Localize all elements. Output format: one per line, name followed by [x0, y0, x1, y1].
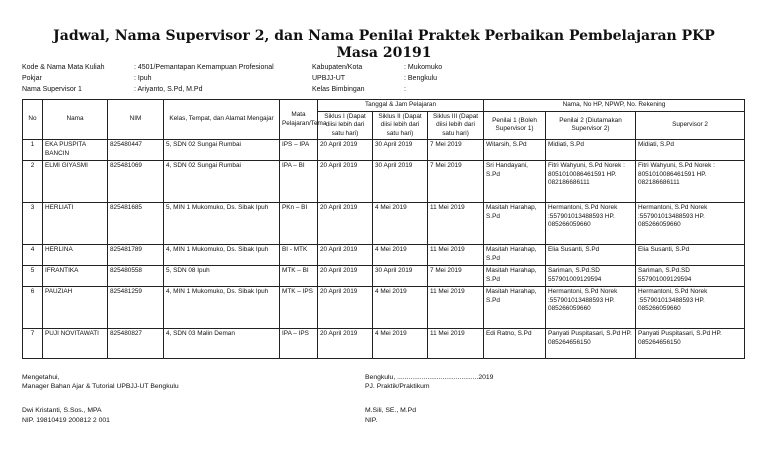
meta-left-label-supervisor1: Nama Supervisor 1	[22, 86, 82, 93]
cell-supervisor2: Elia Susanti, S.Pd	[636, 245, 745, 266]
cell-kelas: 4, SDN 03 Malin Deman	[164, 329, 280, 359]
cell-mapel: IPA – IPS	[280, 329, 318, 359]
cell-mapel: MTK – IPS	[280, 287, 318, 329]
cell-siklus2: 4 Mei 2019	[373, 329, 428, 359]
cell-nama: IFRANTIKA	[43, 266, 108, 287]
footer-left-name: Dwi Kristanti, S.Sos., MPA	[22, 407, 102, 414]
cell-nim: 825481789	[108, 245, 164, 266]
cell-nama: HERLIATI	[43, 203, 108, 245]
meta-left-value-pokjar: : Ipuh	[134, 75, 152, 82]
cell-mapel: BI - MTK	[280, 245, 318, 266]
cell-nama: ELMI GIYASMI	[43, 161, 108, 203]
meta-right-value-upbjj: : Bengkulu	[404, 75, 438, 82]
cell-supervisor2: Midiati, S.Pd	[636, 140, 745, 161]
cell-penilai1: Masitah Harahap, S.Pd	[484, 287, 546, 329]
header-siklus2: Siklus II (Dapat diisi lebih dari satu hari)	[373, 111, 428, 140]
meta-left-value-course: : 4501/Pemantapan Kemampuan Profesional	[134, 64, 274, 71]
cell-no: 3	[23, 203, 43, 245]
cell-siklus1: 20 April 2019	[318, 245, 373, 266]
cell-siklus1: 20 April 2019	[318, 203, 373, 245]
cell-penilai2: Hermantoni, S.Pd Norek :557901013488593 HP. 085266059660	[546, 287, 636, 329]
cell-siklus1: 20 April 2019	[318, 161, 373, 203]
cell-nim: 825480447	[108, 140, 164, 161]
cell-penilai1: Masitah Harahap, S.Pd	[484, 245, 546, 266]
cell-siklus2: 30 April 2019	[373, 161, 428, 203]
cell-nama: EKA PUSPITA BANCIN	[43, 140, 108, 161]
cell-kelas: 5, SDN 08 Ipuh	[164, 266, 280, 287]
cell-siklus3: 11 Mei 2019	[428, 203, 484, 245]
cell-no: 5	[23, 266, 43, 287]
meta-left-label-pokjar: Pokjar	[22, 75, 42, 82]
footer-left-mengetahui: Mengetahui,	[22, 374, 60, 381]
cell-penilai2: Panyati Puspitasari, S.Pd HP. 085264656150	[546, 329, 636, 359]
schedule-table	[22, 99, 745, 359]
meta-right-label-kelas: Kelas Bimbingan	[312, 86, 365, 93]
cell-siklus2: 4 Mei 2019	[373, 203, 428, 245]
document-title-line2: Masa 20191	[336, 45, 432, 61]
cell-supervisor2: Fitri Wahyuni, S.Pd Norek : 8051010086461591 HP. 082186686111	[636, 161, 745, 203]
footer-left-position: Manager Bahan Ajar & Tutorial UPBJJ-UT Bengkulu	[22, 383, 179, 390]
cell-mapel: IPS – IPA	[280, 140, 318, 161]
cell-penilai2: Hermantoni, S.Pd Norek :557901013488593 HP. 085266059660	[546, 203, 636, 245]
cell-supervisor2: Panyati Puspitasari, S.Pd HP. 085264656150	[636, 329, 745, 359]
cell-penilai2: Elia Susanti, S.Pd	[546, 245, 636, 266]
cell-supervisor2: Sariman, S.Pd.SD 557901009129594	[636, 266, 745, 287]
meta-right-label-kabupaten: Kabupaten/Kota	[312, 64, 363, 71]
cell-siklus2: 4 Mei 2019	[373, 245, 428, 266]
cell-supervisor2: Hermantoni, S.Pd Norek :557901013488593 HP. 085266059660	[636, 287, 745, 329]
meta-left-value-supervisor1: : Ariyanto, S.Pd, M.Pd	[134, 86, 203, 93]
cell-kelas: 4, SDN 02 Sungai Rumbai	[164, 161, 280, 203]
cell-no: 1	[23, 140, 43, 161]
footer-right-place-date: Bengkulu, ...........................................2019	[365, 374, 494, 381]
cell-siklus3: 7 Mei 2019	[428, 266, 484, 287]
cell-nim: 825481685	[108, 203, 164, 245]
cell-penilai1: Sri Handayani, S.Pd	[484, 161, 546, 203]
header-siklus3: Siklus III (Dapat diisi lebih dari satu hari)	[428, 111, 484, 140]
cell-kelas: 4, MIN 1 Mukomuko, Ds. Sibak Ipuh	[164, 245, 280, 266]
cell-nim: 825481069	[108, 161, 164, 203]
cell-siklus2: 4 Mei 2019	[373, 287, 428, 329]
cell-siklus1: 20 April 2019	[318, 329, 373, 359]
footer-right-nip: NIP.	[365, 417, 378, 424]
table-row	[23, 329, 745, 359]
cell-no: 4	[23, 245, 43, 266]
cell-kelas: 5, SDN 02 Sungai Rumbai	[164, 140, 280, 161]
table-row	[23, 245, 745, 266]
header-penilai2: Penilai 2 (Diutamakan Supervisor 2)	[546, 111, 636, 140]
table-row	[23, 266, 745, 287]
footer-right-name: M.Sili, SE., M.Pd	[365, 407, 416, 414]
header-siklus1: Siklus I (Dapat diisi lebih dari satu hari)	[318, 111, 373, 140]
cell-nim: 825480558	[108, 266, 164, 287]
cell-siklus3: 11 Mei 2019	[428, 287, 484, 329]
header-nama: Nama	[43, 100, 108, 140]
header-tanggal-group: Tanggal & Jam Pelajaran	[318, 100, 484, 112]
cell-penilai2: Fitri Wahyuni, S.Pd Norek : 8051010086461591 HP. 082186686111	[546, 161, 636, 203]
cell-siklus1: 20 April 2019	[318, 287, 373, 329]
cell-supervisor2: Hermantoni, S.Pd Norek :557901013488593 HP. 085266059660	[636, 203, 745, 245]
cell-siklus3: 7 Mei 2019	[428, 140, 484, 161]
header-supervisor2: Supervisor 2	[636, 111, 745, 140]
header-penilai1: Penilai 1 (Boleh Supervisor 1)	[484, 111, 546, 140]
cell-penilai1: Masitah Harahap, S.Pd	[484, 266, 546, 287]
cell-nama: PUJI NOVITAWATI	[43, 329, 108, 359]
cell-mapel: PKn – BI	[280, 203, 318, 245]
cell-penilai1: Edi Ratno, S.Pd	[484, 329, 546, 359]
cell-mapel: MTK – BI	[280, 266, 318, 287]
document-title-line1: Jadwal, Nama Supervisor 2, dan Nama Penilai Praktek Perbaikan Pembelajaran PKP	[53, 28, 715, 44]
cell-penilai1: Masitah Harahap, S.Pd	[484, 203, 546, 245]
cell-no: 2	[23, 161, 43, 203]
header-kelas: Kelas, Tempat, dan Alamat Mengajar	[164, 100, 280, 140]
cell-siklus2: 30 April 2019	[373, 266, 428, 287]
cell-siklus1: 20 April 2019	[318, 140, 373, 161]
cell-siklus2: 30 April 2019	[373, 140, 428, 161]
cell-kelas: 5, MIN 1 Mukomuko, Ds. Sibak Ipuh	[164, 203, 280, 245]
cell-nama: HERLINA	[43, 245, 108, 266]
table-row	[23, 203, 745, 245]
footer-left-nip: NIP. 19810419 200812 2 001	[22, 417, 110, 424]
cell-penilai2: Midiati, S.Pd	[546, 140, 636, 161]
table-row	[23, 161, 745, 203]
cell-siklus3: 11 Mei 2019	[428, 245, 484, 266]
header-nim: NIM	[108, 100, 164, 140]
cell-nama: PAUZIAH	[43, 287, 108, 329]
table-row	[23, 140, 745, 161]
cell-no: 6	[23, 287, 43, 329]
cell-no: 7	[23, 329, 43, 359]
meta-right-value-kelas: :	[404, 86, 406, 93]
header-nama-group: Nama, No HP, NPWP, No. Rekening	[484, 100, 745, 112]
header-no: No	[23, 100, 43, 140]
table-row	[23, 287, 745, 329]
cell-nim: 825480827	[108, 329, 164, 359]
cell-penilai2: Sariman, S.Pd.SD 557901009129594	[546, 266, 636, 287]
cell-nim: 825481259	[108, 287, 164, 329]
meta-left-label-course: Kode & Nama Mata Kuliah	[22, 64, 105, 71]
cell-penilai1: Witarsih, S.Pd	[484, 140, 546, 161]
header-mapel: Mata Pelajaran/Tema	[280, 100, 318, 140]
cell-siklus1: 20 April 2019	[318, 266, 373, 287]
cell-mapel: IPA – BI	[280, 161, 318, 203]
footer-right-position: PJ. Praktik/Praktikum	[365, 383, 430, 390]
meta-right-value-kabupaten: : Mukomuko	[404, 64, 443, 71]
cell-siklus3: 11 Mei 2019	[428, 329, 484, 359]
meta-right-label-upbjj: UPBJJ-UT	[312, 75, 346, 82]
cell-kelas: 4, MIN 1 Mukomuko, Ds. Sibak Ipuh	[164, 287, 280, 329]
cell-siklus3: 7 Mei 2019	[428, 161, 484, 203]
